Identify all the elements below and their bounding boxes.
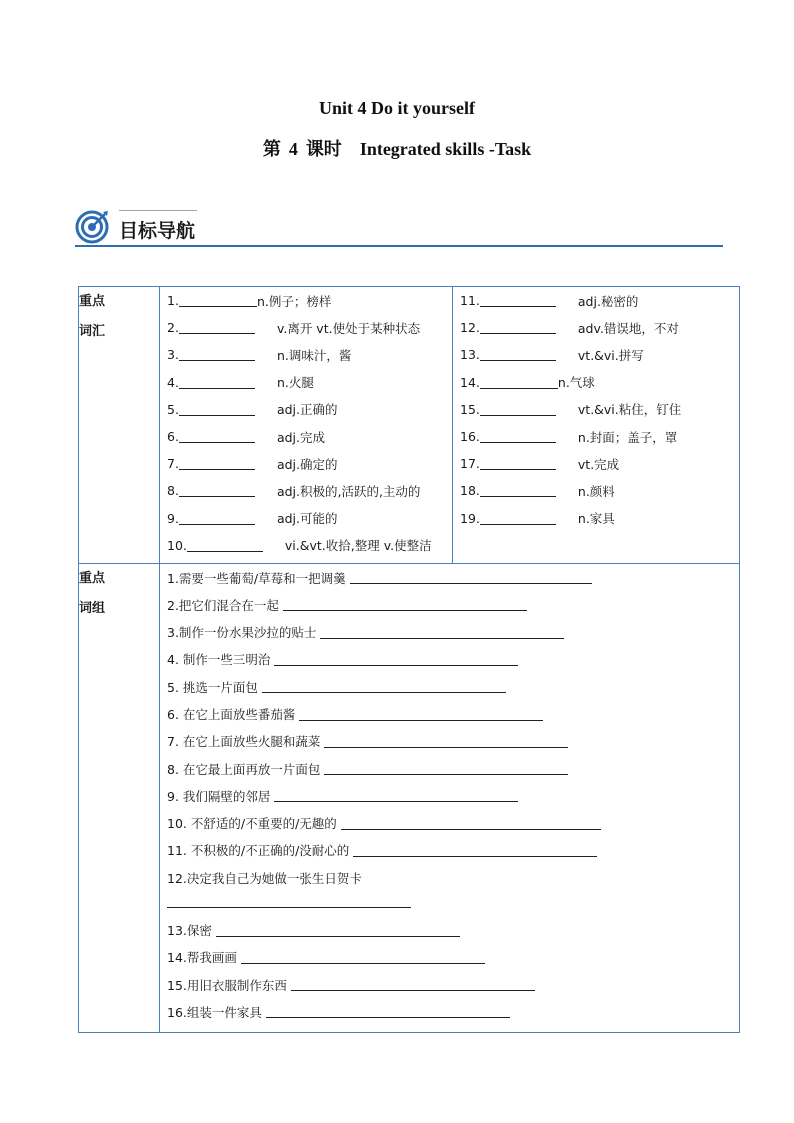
vocab-item [167,314,452,341]
answer-blank[interactable] [341,817,601,830]
vocab-left-cell [160,287,453,564]
answer-blank[interactable] [179,512,255,525]
phrase-text: 14.帮我画画 [167,950,237,966]
section-header [75,206,723,248]
vocab-label-1: 重点 [79,294,106,309]
answer-blank[interactable] [179,321,255,334]
phrase-text: 11. 不积极的/不正确的/没耐心的 [167,843,350,859]
answer-blank[interactable] [179,294,257,307]
vocab-item [167,477,452,504]
answer-blank[interactable] [283,598,527,611]
answer-blank[interactable] [324,762,568,775]
vocab-definition: n.火腿 [276,375,314,391]
vocab-number: 1. [167,293,179,309]
phrase-cell [160,563,740,1032]
vocab-number: 14. [460,374,480,390]
vocab-definition: adj.正确的 [276,402,338,418]
answer-blank[interactable] [353,844,597,857]
phrase-item [167,944,739,971]
vocab-row [79,287,740,564]
answer-blank[interactable] [179,430,255,443]
phrase-item [167,864,739,891]
phrase-text: 12.决定我自己为她做一张生日贺卡 [167,870,362,886]
vocab-item [167,423,452,450]
phrase-item [167,810,739,837]
lesson-title [0,135,794,161]
answer-blank[interactable] [480,403,556,416]
phrase-item [167,646,739,673]
vocab-number: 4. [167,374,179,390]
vocab-definition: n.调味汁，酱 [276,347,352,363]
answer-blank[interactable] [167,899,411,908]
answer-blank[interactable] [480,430,556,443]
section-divider [75,245,723,247]
vocab-item [460,505,739,532]
lesson-number: 4 [288,139,298,159]
answer-blank[interactable] [480,457,556,470]
phrase-text: 15.用旧衣服制作东西 [167,977,287,993]
vocab-definition: adj.确定的 [276,456,338,472]
phrase-item [167,728,739,755]
section-title: 目标导航 [119,220,196,242]
phrase-item [167,564,739,591]
answer-blank[interactable] [480,484,556,497]
phrase-row [79,563,740,1032]
lesson-topic: Integrated skills -Task [359,139,532,159]
vocab-item [167,532,452,559]
vocab-item [167,341,452,368]
vocab-number: 10. [167,537,187,553]
answer-blank[interactable] [179,348,255,361]
phrase-text: 16.组装一件家具 [167,1004,262,1020]
vocab-definition: n.颜料 [577,483,615,499]
phrase-text: 1.需要一些葡萄/草莓和一把调羹 [167,570,346,586]
answer-blank[interactable] [274,653,518,666]
vocab-definition: vt.&vi.粘住，钉住 [577,402,682,418]
vocab-number: 16. [460,429,480,445]
phrase-item [167,591,739,618]
answer-blank[interactable] [480,294,556,307]
section-top-rule [119,210,197,211]
phrase-item [167,916,739,943]
vocab-definition: n.家具 [577,511,615,527]
phrase-text: 3.制作一份水果沙拉的贴士 [167,625,317,641]
phrase-item [167,998,739,1025]
phrase-text: 2.把它们混合在一起 [167,597,279,613]
vocab-number: 13. [460,347,480,363]
vocab-number: 7. [167,456,179,472]
vocab-definition: adj.秘密的 [577,293,639,309]
vocab-definition: vi.&vt.收拾,整理 v.使整洁 [284,538,432,554]
answer-blank[interactable] [274,789,518,802]
phrase-item [167,700,739,727]
phrase-text: 6. 在它上面放些番茄酱 [167,707,296,722]
phrase-text: 5. 挑选一片面包 [167,679,258,695]
answer-blank[interactable] [291,978,535,991]
vocab-item [460,477,739,504]
vocab-item [460,396,739,423]
vocab-number: 6. [167,429,179,445]
target-icon [75,210,109,244]
vocab-item [460,314,739,341]
answer-blank[interactable] [480,321,556,334]
phrase-item [167,971,739,998]
vocab-definition: adv.错误地，不对 [577,320,679,336]
vocab-definition: adj.可能的 [276,511,338,527]
answer-line-row [167,891,739,916]
phrase-item [167,755,739,782]
answer-blank[interactable] [480,348,556,361]
vocab-number: 18. [460,483,480,499]
phrase-text: 9. 我们隔壁的邻居 [167,788,271,804]
vocab-item [167,369,452,396]
phrase-item [167,618,739,645]
vocab-definition: adj.积极的,活跃的,主动的 [276,483,421,499]
phrase-label-1: 重点 [79,570,106,586]
vocab-label-2: 词汇 [79,324,106,339]
phrase-label-cell [79,563,160,1032]
vocab-number: 8. [167,483,179,499]
unit-title: Unit 4 Do it yourself [319,98,475,118]
vocab-number: 2. [167,320,179,336]
answer-blank[interactable] [350,571,592,584]
answer-blank[interactable] [241,951,485,964]
vocab-number: 17. [460,456,480,472]
answer-blank[interactable] [480,376,558,389]
vocab-number: 5. [167,401,179,417]
vocab-number: 3. [167,347,179,363]
lesson-prefix: 第 [262,139,281,159]
vocab-item [167,505,452,532]
phrase-text: 13.保密 [167,923,212,939]
vocab-right-cell [453,287,740,564]
phrase-text: 10. 不舒适的/不重要的/无趣的 [167,816,337,832]
vocab-item [167,287,452,314]
answer-blank[interactable] [266,1005,510,1018]
vocab-definition: adj.完成 [276,429,325,445]
vocab-item [460,369,739,396]
vocab-number: 15. [460,401,480,417]
vocab-number: 12. [460,320,480,336]
answer-blank[interactable] [480,512,556,525]
answer-blank[interactable] [320,626,564,639]
vocab-phrase-table [78,286,740,1033]
vocab-definition: n.例子；榜样 [256,293,332,309]
vocab-definition: n.封面；盖子，罩 [577,429,678,445]
answer-blank[interactable] [324,735,568,748]
vocab-item [460,450,739,477]
vocab-item [167,396,452,423]
answer-blank[interactable] [216,924,460,937]
vocab-definition: vt.&vi.拼写 [577,347,644,363]
vocab-definition: n.气球 [557,375,595,391]
phrase-text: 4. 制作一些三明治 [167,652,271,668]
answer-blank[interactable] [179,403,255,416]
vocab-item [167,450,452,477]
phrase-label-2: 词组 [79,600,106,616]
vocab-item [460,423,739,450]
phrase-text: 7. 在它上面放些火腿和蔬菜 [167,734,321,750]
phrase-text: 8. 在它最上面再放一片面包 [167,761,321,777]
vocab-definition: vt.完成 [577,456,620,472]
vocab-definition: v.离开 vt.使处于某种状态 [276,320,421,336]
answer-blank[interactable] [179,484,255,497]
answer-blank[interactable] [179,376,255,389]
vocab-item [460,287,739,314]
vocab-label-cell [79,287,160,564]
answer-blank[interactable] [262,680,506,693]
answer-blank[interactable] [187,539,263,552]
phrase-item [167,673,739,700]
vocab-number: 9. [167,510,179,526]
vocab-number: 11. [460,293,480,309]
phrase-item [167,837,739,864]
answer-blank[interactable] [299,708,543,721]
phrase-item [167,782,739,809]
vocab-number: 19. [460,510,480,526]
lesson-suffix: 课时 [305,139,342,159]
vocab-item [460,341,739,368]
answer-blank[interactable] [179,457,255,470]
